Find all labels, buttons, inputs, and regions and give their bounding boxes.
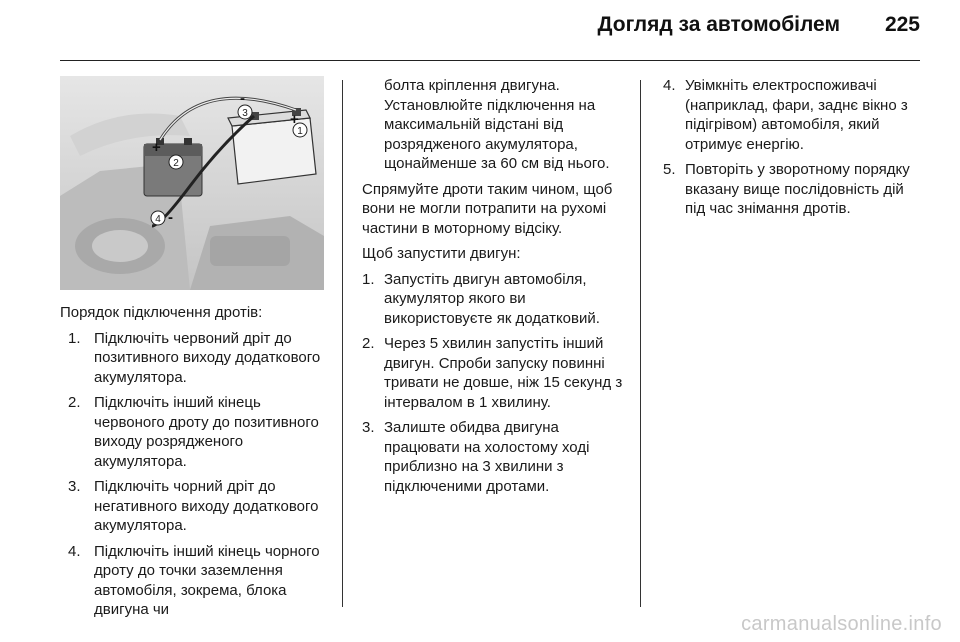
column-divider bbox=[640, 80, 641, 607]
column-2 bbox=[362, 76, 630, 502]
list-item: 4. Підключіть інший кінець чорного дроту до точки заземлення автомобіля, зокрема, блока двигуна чи bbox=[68, 542, 320, 618]
start-engine-intro: Щоб запустити двигун: bbox=[362, 245, 521, 262]
page-title: Догляд за автомобілем bbox=[597, 13, 840, 36]
booster-battery bbox=[228, 108, 316, 184]
final-steps-list bbox=[663, 76, 925, 219]
start-steps-list bbox=[362, 270, 630, 497]
minus-marker-booster: - bbox=[240, 90, 245, 107]
list-item: 5. Повторіть у зворотному порядку вказану вище послідовність дій під час знімання дротів. bbox=[663, 161, 910, 217]
callout-3: 3 bbox=[242, 108, 248, 119]
list-item: 4. Увімкніть електроспоживачі (наприклад, фари, заднє вікно з підігрівом) автомобіля, який отримує енергію. bbox=[663, 77, 908, 153]
column-1 bbox=[60, 76, 332, 626]
callout-2: 2 bbox=[173, 158, 179, 169]
minus-marker-ground: - bbox=[168, 209, 173, 226]
page-number: 225 bbox=[884, 13, 920, 36]
list-item: 1. Підключіть червоний дріт до позитивного виходу додаткового акумулятора. bbox=[68, 329, 321, 386]
connection-order-intro: Порядок підключення дротів: bbox=[60, 304, 263, 321]
list-item: 3. Залиште обидва двигуна працювати на холостому ході приблизно на 3 хвилини з підключеними дротами. bbox=[362, 419, 590, 495]
list-item: 2. Через 5 хвилин запустіть інший двигун. Спроби запуску повинні тривати не довше, ніж 15 секунд з інтервалом в 1 хвилину. bbox=[362, 335, 623, 411]
plus-marker-booster: + bbox=[290, 111, 299, 128]
callout-4: 4 bbox=[155, 214, 161, 225]
list-item: 3. Підключіть чорний дріт до негативного виходу додаткового акумулятора. bbox=[68, 478, 319, 534]
routing-paragraph: Спрямуйте дроти таким чином, щоб вони не могли потрапити на рухомі частини в моторному відсіку. bbox=[362, 180, 613, 237]
column-3 bbox=[663, 76, 925, 225]
list-item: 1. Запустіть двигун автомобіля, акумулятор якого ви використовуєте як додатковий. bbox=[362, 270, 600, 327]
watermark: carmanualsonline.info bbox=[741, 613, 942, 635]
page-header bbox=[0, 0, 960, 60]
list-item: 2. Підключіть інший кінець червоного дроту до позитивного виходу розрядженого акумулятора. bbox=[68, 394, 319, 470]
step-continuation: болта кріплення двигуна. Установлюйте підключення на максимальній відстані від розрядженого акумулятора, щонайменше за 60 см від нього. bbox=[384, 77, 610, 172]
connection-steps-list bbox=[60, 329, 332, 620]
callout-1: 1 bbox=[297, 126, 303, 137]
column-divider bbox=[342, 80, 343, 607]
jump-start-illustration bbox=[60, 76, 324, 290]
header-rule bbox=[60, 60, 920, 61]
plus-marker-discharged: + bbox=[152, 139, 161, 156]
